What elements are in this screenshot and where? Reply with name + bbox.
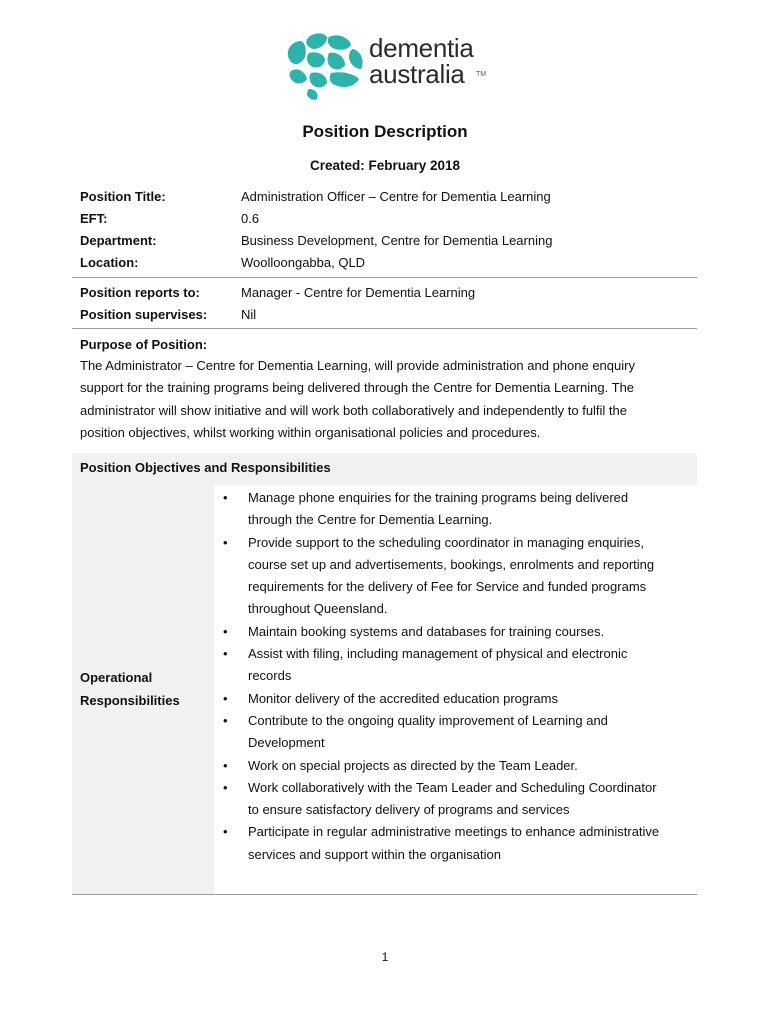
brain-logo-icon (283, 31, 365, 101)
item-line: Maintain booking systems and databases for training courses. (248, 623, 605, 639)
info-value: Nil (241, 307, 257, 322)
item-line: Monitor delivery of the accredited education programs (248, 690, 558, 706)
list-item (220, 710, 690, 755)
table-bottom-border (72, 894, 697, 895)
item-line: Work collaboratively with the Team Leader and Scheduling Coordinator (248, 779, 657, 795)
bullet: • (223, 646, 228, 662)
item-line: requirements for the delivery of Fee for Service and funded programs (248, 579, 647, 595)
info-row-supervises (80, 307, 700, 327)
created-date: Created: February 2018 (309, 158, 461, 173)
section-label-line: Operational (80, 670, 153, 685)
logo-wordmark-line1: dementia (369, 33, 474, 63)
bullet: • (223, 712, 228, 728)
divider (72, 328, 697, 329)
list-item (220, 755, 690, 777)
list-item (220, 532, 690, 621)
info-row-eft (80, 211, 700, 231)
item-line: records (248, 668, 292, 684)
page-number: 1 (381, 950, 389, 964)
bullet: • (223, 534, 228, 550)
info-label: Position reports to: (80, 285, 200, 300)
list-item (220, 621, 690, 643)
bullet: • (223, 757, 228, 773)
section-label-line: Responsibilities (80, 693, 180, 708)
purpose-line: The Administrator – Centre for Dementia Learning, will provide administration and phone enquiry (80, 358, 635, 373)
item-line: course set up and advertisements, bookings, enrolments and reporting (248, 556, 655, 572)
info-value: Manager - Centre for Dementia Learning (241, 285, 476, 300)
item-line: Manage phone enquiries for the training programs being delivered (248, 490, 629, 505)
list-item (220, 821, 690, 866)
list-item (220, 688, 690, 710)
item-line: services and support within the organisation (248, 846, 501, 862)
info-row-position-title (80, 189, 700, 209)
item-line: Provide support to the scheduling coordinator in managing enquiries, (248, 534, 645, 550)
info-row-location (80, 255, 700, 275)
item-line: Participate in regular administrative meetings to enhance administrative (248, 824, 660, 840)
purpose-line: position objectives, whilst working within organisational policies and procedures. (80, 424, 541, 440)
list-item (220, 643, 690, 688)
info-label: Department: (80, 233, 157, 248)
bullet: • (223, 779, 228, 795)
bullet: • (223, 824, 228, 840)
document-title: Position Description (302, 122, 468, 141)
divider (72, 277, 697, 278)
info-row-reports-to (80, 285, 700, 305)
item-line: throughout Queensland. (248, 601, 388, 617)
info-label: Position Title: (80, 189, 166, 204)
bullet: • (223, 690, 228, 706)
purpose-line: administrator will show initiative and will work both collaboratively and independently to fulfil the (80, 402, 628, 418)
trademark-symbol: TM (476, 71, 487, 78)
info-label: EFT: (80, 211, 108, 226)
bullet: • (223, 623, 228, 639)
responsibilities-list (220, 487, 690, 866)
item-line: to ensure satisfactory delivery of programs and services (248, 802, 570, 818)
item-line: through the Centre for Dementia Learning. (248, 512, 493, 528)
objectives-heading: Position Objectives and Responsibilities (80, 460, 331, 475)
item-line: Work on special projects as directed by the Team Leader. (248, 757, 578, 773)
list-item (220, 777, 690, 822)
dementia-australia-logo (283, 31, 493, 101)
list-item (220, 487, 690, 532)
bullet: • (223, 490, 228, 505)
info-value: Woolloongabba, QLD (241, 255, 366, 270)
operational-responsibilities-label (80, 666, 210, 712)
info-value: Business Development, Centre for Dementia Learning (241, 233, 553, 248)
logo-wordmark-line2: australia (369, 59, 465, 89)
purpose-heading: Purpose of Position: (80, 337, 208, 352)
info-value: Administration Officer – Centre for Dementia Learning (241, 189, 551, 204)
item-line: Development (248, 735, 325, 751)
info-row-department (80, 233, 700, 253)
item-line: Contribute to the ongoing quality improvement of Learning and (248, 712, 608, 728)
purpose-line: support for the training programs being delivered through the Centre for Dementia Learning. The (80, 380, 635, 396)
purpose-paragraph (80, 355, 680, 444)
item-line: Assist with filing, including management of physical and electronic (248, 646, 628, 662)
info-label: Location: (80, 255, 139, 270)
info-value: 0.6 (241, 211, 260, 226)
info-label: Position supervises: (80, 307, 208, 322)
